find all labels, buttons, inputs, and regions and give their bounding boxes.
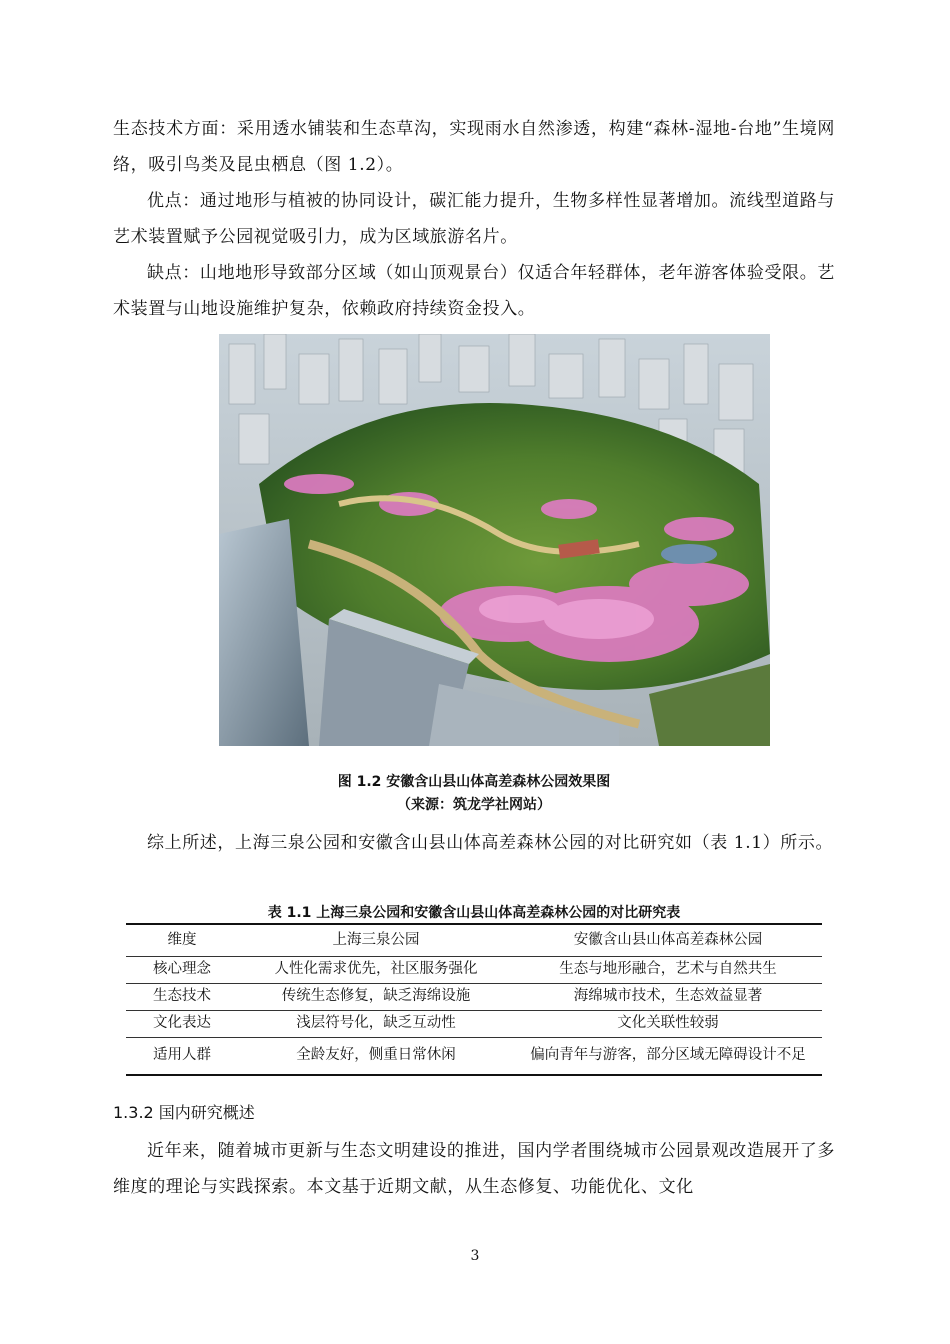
table-cell: 文化表达 bbox=[126, 1010, 238, 1037]
table-cell: 生态技术 bbox=[126, 983, 238, 1010]
table-cell: 全龄友好，侧重日常休闲 bbox=[296, 1047, 456, 1064]
table-row bbox=[126, 1010, 822, 1037]
table-row bbox=[126, 1037, 822, 1075]
page-number: 3 bbox=[470, 1248, 480, 1264]
table-header-cell: 维度 bbox=[126, 924, 238, 956]
table-cell: 海绵城市技术，生态效益显著 bbox=[514, 983, 822, 1010]
figure-caption: 图 1.2 安徽含山县山体高差森林公园效果图 bbox=[337, 774, 611, 790]
table-header-cell: 安徽含山县山体高差森林公园 bbox=[514, 924, 822, 956]
table-cell: 浅层符号化，缺乏互动性 bbox=[238, 1010, 514, 1037]
table-cell: 生态与地形融合，艺术与自然共生 bbox=[514, 956, 822, 983]
table-cell: 人性化需求优先，社区服务强化 bbox=[238, 956, 514, 983]
table-cell: 文化关联性较弱 bbox=[514, 1010, 822, 1037]
table-cell: 适用人群 bbox=[153, 1047, 211, 1064]
table-row bbox=[126, 983, 822, 1010]
comparison-table bbox=[126, 923, 822, 1076]
figure-source: （来源：筑龙学社网站） bbox=[397, 797, 551, 813]
table-header-row bbox=[126, 924, 822, 956]
section-heading: 1.3.2 国内研究概述 bbox=[113, 1103, 255, 1122]
paragraph-domestic-research: 近年来，随着城市更新与生态文明建设的推进，国内学者围绕城市公园景观改造展开了多维度的理论与实践探索。本文基于近期文献，从生态修复、功能优化、文化 bbox=[113, 1141, 835, 1197]
table-header-cell: 上海三泉公园 bbox=[238, 924, 514, 956]
paragraph-summary: 综上所述，上海三泉公园和安徽含山县山体高差森林公园的对比研究如（表 1.1）所示。 bbox=[147, 833, 834, 853]
table-cell: 偏向青年与游客，部分区域无障碍设计不足 bbox=[530, 1047, 806, 1064]
table-cell: 传统生态修复，缺乏海绵设施 bbox=[238, 983, 514, 1010]
park-rendering-image bbox=[219, 334, 770, 746]
paragraph-disadvantages: 缺点：山地地形导致部分区域（如山顶观景台）仅适合年轻群体，老年游客体验受限。艺术装置与山地设施维护复杂，依赖政府持续资金投入。 bbox=[113, 263, 835, 319]
paragraph-advantages: 优点：通过地形与植被的协同设计，碳汇能力提升，生物多样性显著增加。流线型道路与艺术装置赋予公园视觉吸引力，成为区域旅游名片。 bbox=[113, 191, 835, 247]
paragraph-eco-tech: 生态技术方面：采用透水铺装和生态草沟，实现雨水自然渗透，构建“森林-湿地-台地”生境网络，吸引鸟类及昆虫栖息（图 1.2）。 bbox=[113, 119, 835, 175]
table-cell: 核心理念 bbox=[126, 956, 238, 983]
table-title: 表 1.1 上海三泉公园和安徽含山县山体高差森林公园的对比研究表 bbox=[267, 905, 681, 921]
table-row bbox=[126, 956, 822, 983]
